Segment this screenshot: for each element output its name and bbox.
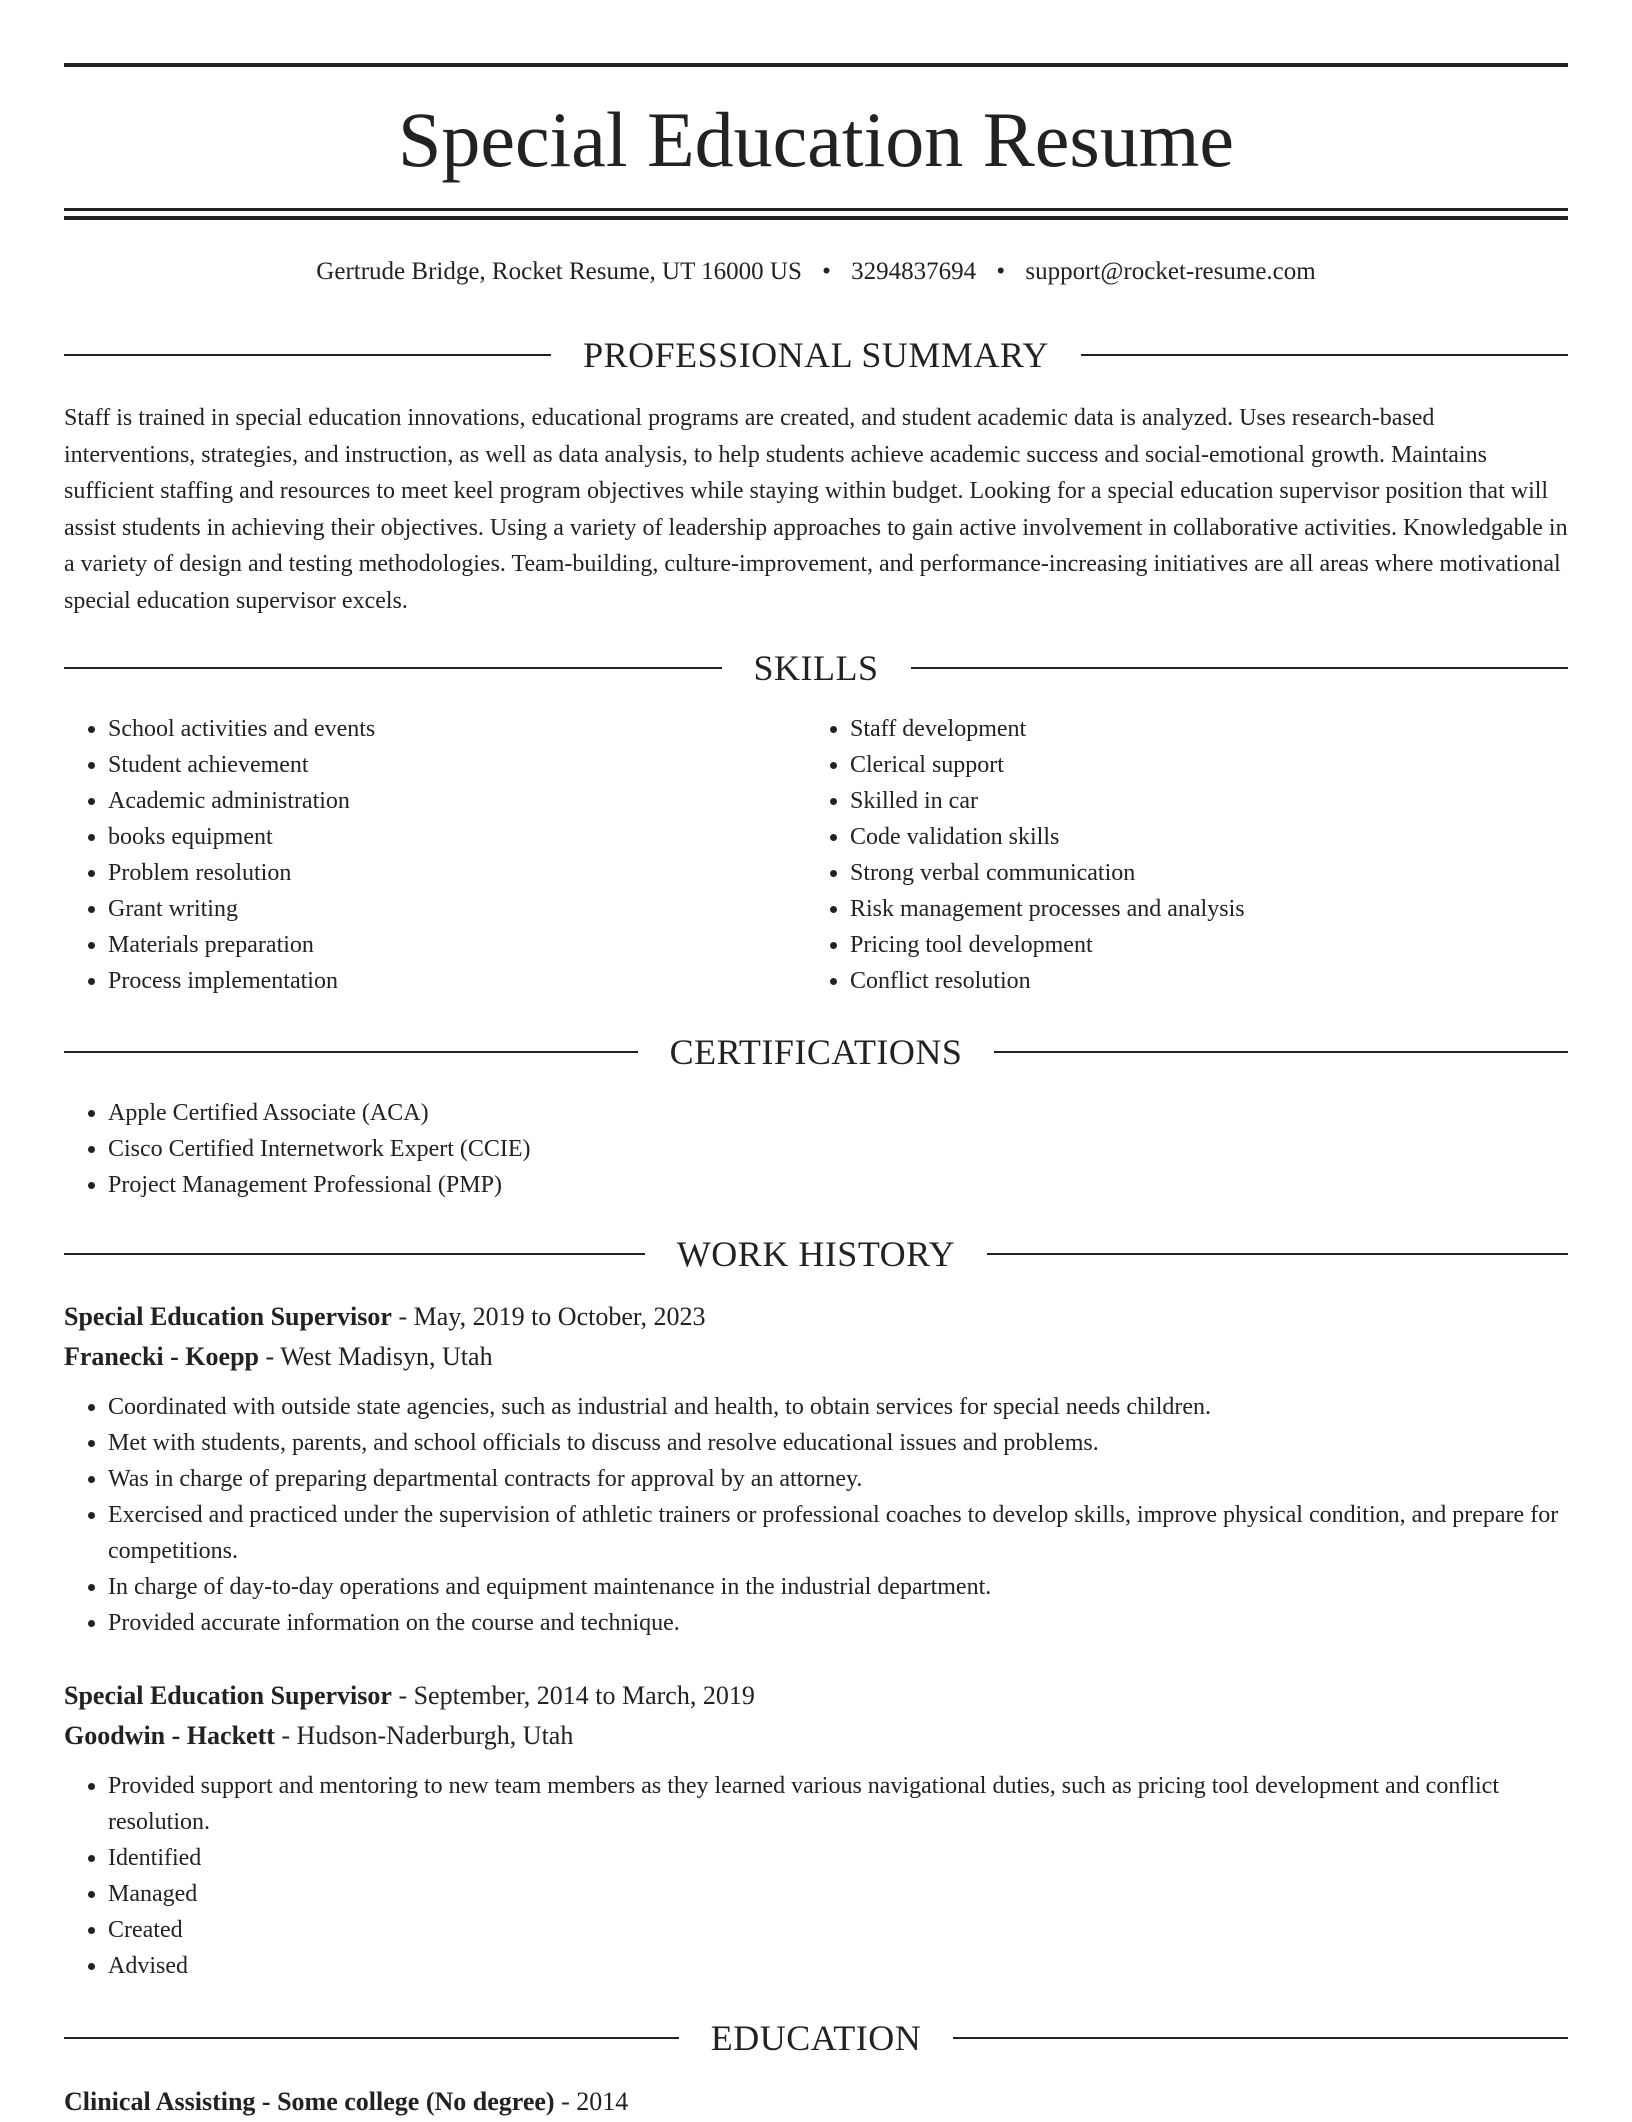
job-company-line bbox=[64, 1716, 1568, 1756]
certification-item: • Project Management Professional (PMP) bbox=[108, 1167, 1568, 1203]
summary-text: Staff is trained in special education innovations, educational programs are created, and student academic data is analyzed. Uses research-based interventions, strategies, and instruction, as well as data analysis, to help students achieve academic success and social-emotional growth. Maintains sufficient staffing and resources to meet keel program objectives while staying within budget. Looking for a special education supervisor position that will assist students in achieving their objectives. Using a variety of leadership approaches to gain active involvement in collaborative activities. Knowledgable in a variety of design and testing methodologies. Team-building, culture-improvement, and performance-increasing initiatives are all areas where motivational special education supervisor excels. bbox=[64, 405, 1568, 614]
job-company: Franecki - Koepp bbox=[64, 1342, 259, 1371]
divider bbox=[987, 1253, 1568, 1255]
job-bullet: • In charge of day-to-day operations and equipment maintenance in the industrial department. bbox=[108, 1569, 1568, 1605]
skill-item: • books equipment bbox=[108, 819, 764, 855]
skill-item: • Materials preparation bbox=[108, 927, 764, 963]
section-heading-certifications bbox=[64, 1030, 1568, 1074]
section-heading-summary bbox=[64, 333, 1568, 377]
job-company: Goodwin - Hackett bbox=[64, 1721, 275, 1750]
divider bbox=[64, 1253, 645, 1255]
divider bbox=[64, 2037, 679, 2039]
job-bullet: • Advised bbox=[108, 1948, 1568, 1984]
job-title: Special Education Supervisor bbox=[64, 1302, 392, 1331]
job-bullet: • Created bbox=[108, 1912, 1568, 1948]
top-rule bbox=[64, 63, 1568, 67]
education-degree: Clinical Assisting - Some college (No degree) bbox=[64, 2087, 555, 2116]
skill-item: • Problem resolution bbox=[108, 855, 764, 891]
contact-line bbox=[64, 254, 1568, 290]
job-bullet: • Exercised and practiced under the supervision of athletic trainers or professional coaches to develop skills, improve physical condition, and prepare for competitions. bbox=[108, 1497, 1568, 1569]
skill-item: • Conflict resolution bbox=[850, 963, 1506, 999]
skill-item: • Student achievement bbox=[108, 747, 764, 783]
job-bullet: • Coordinated with outside state agencies, such as industrial and health, to obtain services for special needs children. bbox=[108, 1389, 1568, 1425]
contact-email: support@rocket-resume.com bbox=[1025, 258, 1316, 285]
education-entry bbox=[64, 2082, 1568, 2122]
contact-separator: • bbox=[822, 258, 831, 285]
job-entry bbox=[64, 1676, 1568, 1984]
skills-column-left bbox=[64, 711, 764, 999]
job-location: - West Madisyn, Utah bbox=[259, 1342, 493, 1371]
job-entry bbox=[64, 1297, 1568, 1641]
divider bbox=[64, 667, 722, 669]
skill-item: • Skilled in car bbox=[850, 783, 1506, 819]
section-title: WORK HISTORY bbox=[676, 1234, 956, 1274]
job-location: - Hudson-Naderburgh, Utah bbox=[274, 1721, 574, 1750]
section-heading-education bbox=[64, 2016, 1568, 2060]
job-bullet: • Was in charge of preparing departmental contracts for approval by an attorney. bbox=[108, 1461, 1568, 1497]
skill-item: • Staff development bbox=[850, 711, 1506, 747]
skill-item: • Grant writing bbox=[108, 891, 764, 927]
job-bullet: • Managed bbox=[108, 1876, 1568, 1912]
skill-item: • Academic administration bbox=[108, 783, 764, 819]
section-heading-work-history bbox=[64, 1232, 1568, 1276]
skill-item: • Code validation skills bbox=[850, 819, 1506, 855]
title-double-rule bbox=[64, 208, 1568, 220]
divider bbox=[64, 354, 551, 356]
divider bbox=[911, 667, 1569, 669]
section-title: CERTIFICATIONS bbox=[669, 1032, 963, 1072]
job-title: Special Education Supervisor bbox=[64, 1681, 392, 1710]
skill-item: • School activities and events bbox=[108, 711, 764, 747]
section-title: PROFESSIONAL SUMMARY bbox=[583, 335, 1049, 375]
skill-item: • Pricing tool development bbox=[850, 927, 1506, 963]
education-year: - 2014 bbox=[554, 2087, 629, 2116]
skill-item: • Clerical support bbox=[850, 747, 1506, 783]
certifications-list bbox=[64, 1095, 1568, 1203]
job-bullet: • Met with students, parents, and school officials to discuss and resolve educational issues and problems. bbox=[108, 1425, 1568, 1461]
job-company-line bbox=[64, 1337, 1568, 1377]
job-bullet: • Identified bbox=[108, 1840, 1568, 1876]
job-dates: - September, 2014 to March, 2019 bbox=[391, 1681, 755, 1710]
section-title: SKILLS bbox=[753, 648, 879, 688]
skill-item: • Strong verbal communication bbox=[850, 855, 1506, 891]
page-title: Special Education Resume bbox=[397, 96, 1235, 183]
skill-item: • Risk management processes and analysis bbox=[850, 891, 1506, 927]
contact-phone: 3294837694 bbox=[851, 258, 977, 285]
section-heading-skills bbox=[64, 646, 1568, 690]
job-title-line bbox=[64, 1676, 1568, 1716]
divider bbox=[1081, 354, 1568, 356]
section-title: EDUCATION bbox=[710, 2018, 922, 2058]
job-dates: - May, 2019 to October, 2023 bbox=[391, 1302, 706, 1331]
certification-item: • Cisco Certified Internetwork Expert (CCIE) bbox=[108, 1131, 1568, 1167]
divider bbox=[64, 1051, 638, 1053]
divider bbox=[994, 1051, 1568, 1053]
divider bbox=[953, 2037, 1568, 2039]
job-bullet: • Provided accurate information on the course and technique. bbox=[108, 1605, 1568, 1641]
contact-separator: • bbox=[996, 258, 1006, 285]
certification-item: • Apple Certified Associate (ACA) bbox=[108, 1095, 1568, 1131]
job-bullet: • Provided support and mentoring to new team members as they learned various navigational duties, such as pricing tool development and conflict resolution. bbox=[108, 1768, 1568, 1840]
skill-item: • Process implementation bbox=[108, 963, 764, 999]
skills-column-right bbox=[806, 711, 1506, 999]
job-title-line bbox=[64, 1297, 1568, 1337]
contact-address: Gertrude Bridge, Rocket Resume, UT 16000 US bbox=[316, 258, 802, 285]
